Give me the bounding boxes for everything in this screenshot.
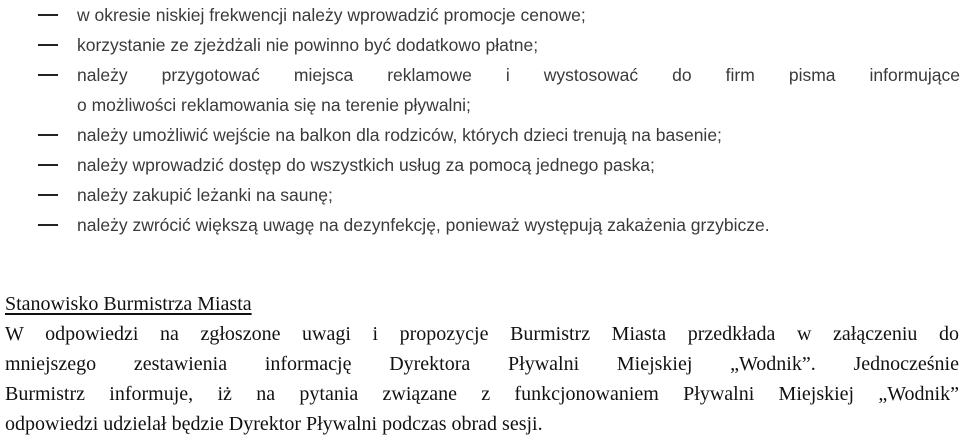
list-item [0, 120, 960, 150]
list-item [0, 30, 960, 60]
dash-bullet-icon [38, 134, 58, 136]
mayor-position-section [5, 289, 959, 439]
list-item-text: należy wprowadzić dostęp do wszystkich usług za pomocą jednego paska; [77, 155, 655, 175]
dash-bullet-icon [38, 14, 58, 16]
paragraph-line: W odpowiedzi na zgłoszone uwagi i propozycje Burmistrz Miasta przedkłada w załączeniu do [5, 323, 959, 345]
list-item-text: korzystanie ze zjeżdżali nie powinno być dodatkowo płatne; [77, 35, 539, 55]
list-item-text: należy przygotować miejsca reklamowe i wystosować do firm pisma informujące [77, 65, 960, 85]
list-item-text: należy zwrócić większą uwagę na dezynfekcję, ponieważ występują zakażenia grzybicze. [77, 215, 770, 235]
dash-bullet-icon [38, 44, 58, 46]
list-item-text: należy umożliwić wejście na balkon dla rodziców, których dzieci trenują na basenie; [77, 125, 722, 145]
paragraph-line: Burmistrz informuje, iż na pytania związane z funkcjonowaniem Pływalni Miejskiej „Wodnik” [5, 383, 959, 405]
dash-bullet-icon [38, 194, 58, 196]
section-heading: Stanowisko Burmistrza Miasta [5, 293, 252, 315]
dash-bullet-icon [38, 74, 58, 76]
list-item [0, 150, 960, 180]
dash-bullet-icon [38, 224, 58, 226]
list-item [0, 0, 960, 30]
paragraph-line: odpowiedzi udzielał będzie Dyrektor Pływalni podczas obrad sesji. [5, 413, 543, 435]
list-item [0, 210, 960, 240]
list-item [0, 180, 960, 210]
list-item-continuation [0, 90, 960, 120]
paragraph-line: mniejszego zestawienia informację Dyrektora Pływalni Miejskiej „Wodnik”. Jednocześnie [5, 353, 959, 375]
list-item-text: należy zakupić leżanki na saunę; [77, 185, 333, 205]
dash-bullet-icon [38, 164, 58, 166]
list-item-text: w okresie niskiej frekwencji należy wprowadzić promocje cenowe; [77, 5, 586, 25]
list-item-text: o możliwości reklamowania się na terenie pływalni; [77, 95, 471, 115]
list-item [0, 60, 960, 90]
